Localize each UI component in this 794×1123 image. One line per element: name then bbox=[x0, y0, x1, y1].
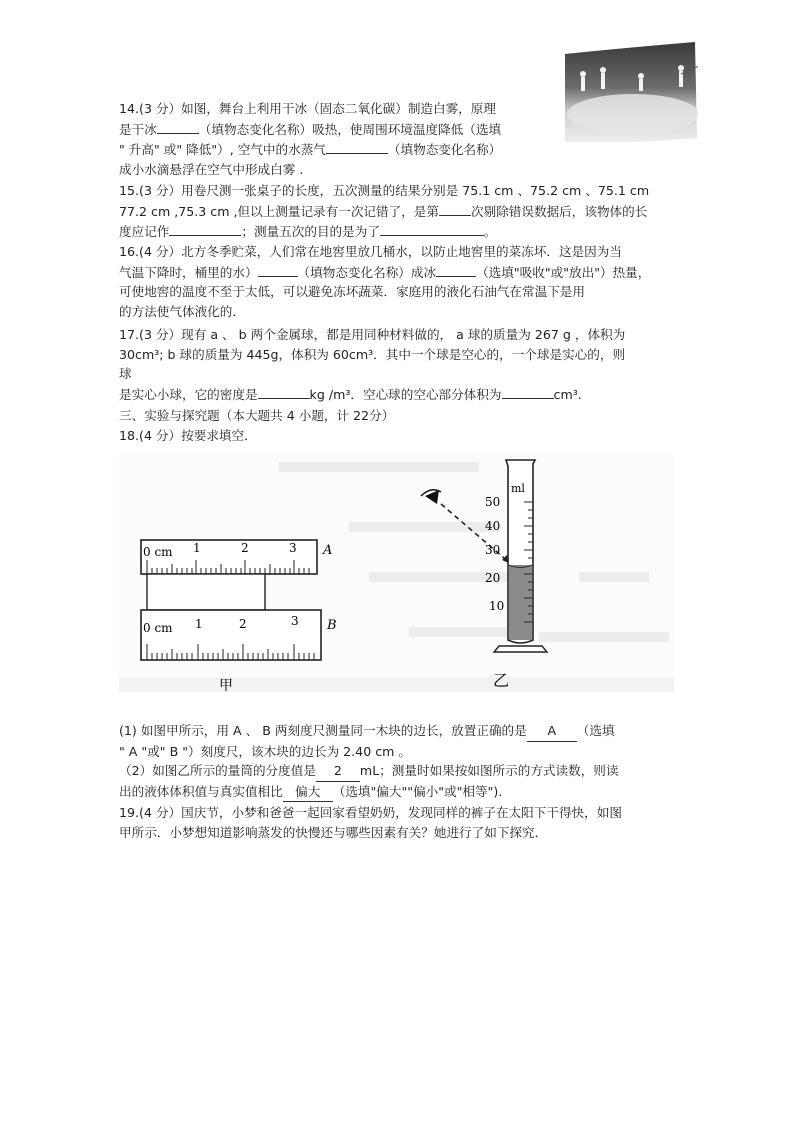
ruler-a-tick-2: 2 bbox=[241, 541, 249, 555]
question-14 bbox=[119, 99, 675, 179]
q17-text: cm³. bbox=[553, 386, 582, 402]
q16-line-3: 可使地窖的温度不至于太低，可以避免冻坏蔬菜．家庭用的液化石油气在常温下是用 bbox=[119, 284, 585, 299]
caption-jia: 甲 bbox=[219, 678, 233, 692]
q15-text: 。 bbox=[483, 224, 497, 239]
section-3-title: 三、实验与探究题（本大题共 4 小题，计 22分） bbox=[119, 408, 395, 423]
q18-text: (1) 如图甲所示，用 A 、 B 两刻度尺测量同一木块的边长，放置正确的是 bbox=[119, 723, 527, 738]
ruler-b-tick-2: 2 bbox=[239, 617, 247, 631]
section-3-heading bbox=[119, 406, 675, 445]
q18-part-1-line-2: " A "或" B "）刻度尺，该木块的边长为 2.40 cm 。 bbox=[119, 743, 411, 759]
q17-blank-1[interactable] bbox=[258, 384, 310, 399]
q15-line-2 bbox=[119, 201, 675, 222]
q14-line-3 bbox=[119, 139, 675, 160]
q15-blank-2[interactable] bbox=[169, 221, 241, 236]
q15-line-1: 15.(3 分）用卷尺测一张桌子的长度，五次测量的结果分别是 75.1 cm 、75.2 cm 、75.1 cm bbox=[119, 183, 650, 198]
q16-text: 气温下降时，桶里的水） bbox=[119, 264, 258, 280]
ruler-a bbox=[141, 540, 332, 574]
q18-heading: 18.(4 分）按要求填空． bbox=[119, 427, 257, 443]
q16-text: （填物态变化名称）成冰 bbox=[297, 264, 437, 280]
q17-line-4 bbox=[119, 384, 675, 405]
q16-blank-2[interactable] bbox=[436, 262, 476, 277]
ruler-a-label: A bbox=[323, 543, 333, 558]
q19-line-2: 甲所示．小梦想知道影响蒸发的快慢还与哪些因素有关？她进行了如下探究． bbox=[119, 824, 548, 840]
q18-text: （2）如图乙所示的量筒的分度值是 bbox=[119, 763, 316, 778]
cylinder-tick-50: 50 bbox=[485, 495, 501, 509]
q15-text: 次剔除错误数据后，该物体的长 bbox=[471, 203, 648, 219]
q17-line-1: 17.(3 分）现有 a 、 b 两个金属球，都是用同种材料做的， a 球的质量为 267 g ，体积为 bbox=[119, 327, 626, 342]
q15-text: ；测量五次的目的是为了 bbox=[241, 224, 380, 239]
q14-blank-1[interactable] bbox=[157, 119, 199, 134]
ruler-b-label: B bbox=[327, 618, 337, 633]
q14-text: " 升高" 或" 降低"）, 空气中的水蒸气 bbox=[119, 142, 326, 157]
question-18-parts bbox=[119, 721, 675, 802]
q16-blank-1[interactable] bbox=[258, 262, 298, 277]
cylinder-tick-30: 30 bbox=[485, 543, 501, 557]
q17-text: 是实心小球，它的密度是 bbox=[119, 386, 258, 402]
ruler-b-unit: 0 cm bbox=[143, 621, 173, 635]
q14-text: （填物态变化名称）吸热，使周围环境温度降低（选填 bbox=[198, 121, 502, 137]
q18-part-1-line-1 bbox=[119, 721, 675, 742]
q15-blank-3[interactable] bbox=[380, 221, 484, 236]
ruler-b-tick-3: 3 bbox=[291, 614, 299, 628]
q14-blank-2[interactable] bbox=[326, 139, 388, 154]
q16-line-1: 16.(4 分）北方冬季贮菜，人们常在地窖里放几桶水，以防止地窖里的菜冻坏．这是因为当 bbox=[119, 244, 622, 259]
cylinder-tick-20: 20 bbox=[485, 571, 501, 585]
q14-text: 是干冰 bbox=[119, 121, 157, 137]
caption-yi: 乙 bbox=[493, 671, 510, 690]
cylinder-tick-40: 40 bbox=[485, 519, 501, 533]
q14-line-2 bbox=[119, 119, 675, 140]
q16-text: （选填"吸收"或"放出"）热量， bbox=[476, 264, 651, 280]
q17-text: kg /m³．空心球的空心部分体积为 bbox=[309, 386, 502, 402]
q15-line-3 bbox=[119, 221, 675, 242]
q16-line-4: 的方法使气体液化的． bbox=[119, 303, 245, 319]
q18-text: mL；测量时如果按如图所示的方式读数，则读 bbox=[359, 763, 619, 778]
q15-blank-1[interactable] bbox=[439, 201, 471, 216]
q18-part-2-line-2 bbox=[119, 782, 675, 803]
ruler-b bbox=[141, 610, 337, 660]
q15-text: 77.2 cm ,75.3 cm ,但以上测量记录有一次记错了，是第 bbox=[119, 203, 439, 219]
q18-text: （选填 bbox=[576, 723, 615, 738]
q17-line-3: 球 bbox=[119, 366, 132, 381]
question-19 bbox=[119, 803, 675, 842]
question-16 bbox=[119, 242, 675, 321]
wooden-block bbox=[147, 574, 265, 610]
q14-text: （填物态变化名称） bbox=[387, 142, 502, 157]
ruler-a-tick-1: 1 bbox=[193, 541, 201, 555]
q16-line-2 bbox=[119, 262, 675, 283]
cylinder-tick-10: 10 bbox=[489, 599, 505, 613]
q17-blank-2[interactable] bbox=[502, 384, 554, 399]
ruler-b-tick-1: 1 bbox=[195, 617, 203, 631]
q18-part-2-line-1 bbox=[119, 761, 675, 782]
ruler-a-unit: 0 cm bbox=[143, 545, 173, 559]
q18-text: （选填"偏大""偏小"或"相等"). bbox=[332, 783, 503, 799]
q19-line-1: 19.(4 分）国庆节，小梦和爸爸一起回家看望奶奶，发现同样的裤子在太阳下干得快，如图 bbox=[119, 805, 622, 820]
q15-text: 度应记作 bbox=[119, 224, 170, 239]
question-15 bbox=[119, 181, 675, 242]
q14-line-1: 14.(3 分）如图，舞台上利用干冰（固态二氧化碳）制造白雾，原理 bbox=[119, 101, 496, 116]
q18-answer-2[interactable]: 2 bbox=[316, 761, 360, 782]
ruler-a-tick-3: 3 bbox=[289, 541, 297, 555]
q17-line-2: 30cm³; b 球的质量为 445g，体积为 60cm³．其中一个球是空心的，一个球是实心的，则 bbox=[119, 346, 626, 362]
q18-answer-3[interactable]: 偏大 bbox=[283, 782, 333, 803]
q18-answer-1[interactable]: A bbox=[527, 721, 577, 742]
q14-line-4: 成小水滴悬浮在空气中形成白雾 . bbox=[119, 161, 304, 177]
cylinder-unit: ml bbox=[511, 482, 525, 495]
question-17 bbox=[119, 325, 675, 404]
figure-rulers-and-cylinder bbox=[119, 452, 674, 692]
q18-text: 出的液体体积值与真实值相比 bbox=[119, 783, 283, 799]
